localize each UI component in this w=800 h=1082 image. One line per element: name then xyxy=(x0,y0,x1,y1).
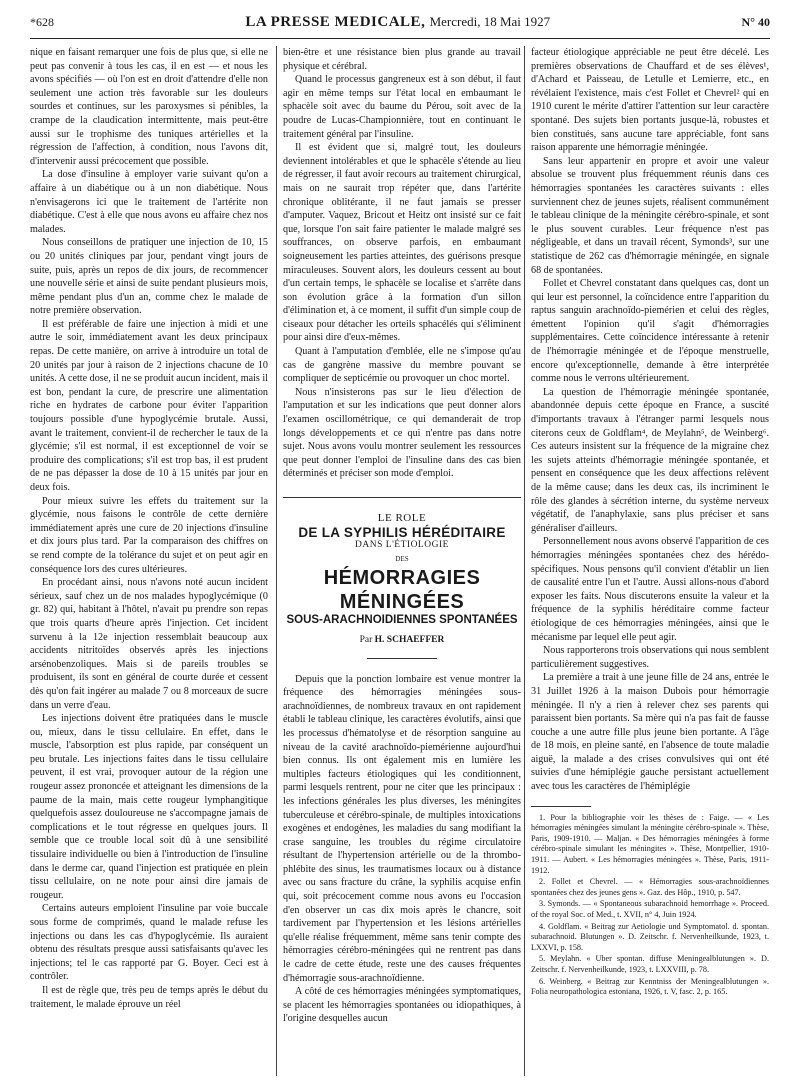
journal-name: LA PRESSE MEDICALE, xyxy=(245,14,426,30)
column-1 xyxy=(30,46,268,1072)
page-header xyxy=(30,14,770,36)
paragraph: Il est de règle que, très peu de temps après le début du traitement, le malade éprouve un réel xyxy=(30,984,268,1010)
footnote: 4. Goldflam. « Beitrag zur Aetiologie und Symptomatol. d. spontan. subarachnoid. Blutungen ». D. Zeitschr. f. Nervenheilkunde, 1923, t. LXXVI, p. 158. xyxy=(531,921,769,952)
paragraph: La dose d'insuline à employer varie suivant qu'on a affaire à un diabétique ou à un non diabétique. Nous n'envisagerons ici que le traitement de l'artérite non diabétique. C'est à elle que nous avons eu affaire chez nos malades. xyxy=(30,169,268,235)
paragraph: Pour mieux suivre les effets du traitement sur la glycémie, nous faisons le contrôle de cette dernière immédiatement après une cure de 20 injections d'insuline et dix jours plus tard. Par la comparaison des chiffres on se rend compte de la tolérance du sujet et on peut agir en conséquence lors des cures ultérieures. xyxy=(30,495,268,575)
column-separator xyxy=(524,46,525,1076)
paragraph: Quand le processus gangreneux est à son début, il faut agir en même temps sur l'état local en embaumant le sphacèle soit avec du baume du Pérou, soit avec de la poudre de Lucas-Championnière, tout en continuant le traitement général par l'insuline. xyxy=(283,74,521,140)
paragraph: Nous n'insisterons pas sur le lieu d'élection de l'amputation et sur les indications que peut donner alors l'examen oscillométrique, ce qui demanderait de trop longs développements et ce qui n'entre pas dans notre sujet. Nous avons voulu montrer seulement les ressources que peut donner l'emploi de l'insuline dans des cas bien déterminés et préciser son mode d'emploi. xyxy=(283,386,521,480)
article-subtitle: SOUS-ARACHNOIDIENNES SPONTANÉES xyxy=(286,614,518,627)
heading-line: DES xyxy=(395,554,409,563)
article-title: HÉMORRAGIES MÉNINGÉES xyxy=(323,567,481,614)
header-rule xyxy=(30,38,770,39)
footnote: 6. Weinberg. « Beitrag zur Kenntniss der Meningealblutungen ». Folia neuropathologica estoniana, 1926, t. V, fasc. 2, p. 165. xyxy=(531,976,769,997)
footnote: 5. Meylahn. « Uber spontan. diffuse Meningealblutungen ». D. Zeitschr. f. Nervenheilkunde, 1923, t. LXXVIII, p. 78. xyxy=(531,954,769,974)
paragraph: Follet et Chevrel constatant dans quelques cas, dont un qui leur est personnel, la coïncidence entre l'apparition du raptus sanguin arachnoïdo-piemérien et celui des règles, émettent l'opinion qu'il s'agit d'hémorragies supplémentaires. Cette coïncidence intéressante à retenir de l'hémorragie méningée et de l'époque menstruelle, encore qu'exceptionnelle, demande à être interprétée comme nous le verrons ultérieurement. xyxy=(531,278,769,385)
paragraph: nique en faisant remarquer une fois de plus que, si elle ne peut pas convenir à tous les cas, il en est — et nous les avons spécifiés — où l'on est en droit d'attendre d'elle non seulement une action très favorable sur les douleurs sourdes et continues, sur les paroxysmes si pénibles, la crampe de la claudication intermittente, mais peut-être aussi sur le trophisme des tuniques artérielles et la régression de l'affection, à condition, nous l'avons dit, d'intervenir aussi précocement que possible. xyxy=(30,47,268,167)
byline-prefix: Par xyxy=(359,634,373,645)
heading-rule xyxy=(367,658,437,659)
paragraph: Nous rapporterons trois observations qui nous semblent particulièrement suggestives. xyxy=(531,645,769,670)
heading-line: DANS L'ÉTIOLOGIE xyxy=(355,540,449,551)
byline xyxy=(283,634,521,648)
column-2 xyxy=(283,46,521,1072)
paragraph: La première a trait à une jeune fille de 24 ans, entrée le 31 Juillet 1926 à la maison Dubois pour hémorragie méningée. Il n'y a rien à relever chez ses parents qui paraissent bien portants. Sa mère qui n'a pas fait de fausse couche a une autre fille plus jeune bien portante. A l'âge de 18 mois, en pleine santé, en l'absence de toute maladie aiguë, la malade a des crises convulsives qui ont été suivies d'une hémiplégie gauche persistant actuellement avec tous les caractères de l'hémiplégie xyxy=(531,672,769,793)
journal-title xyxy=(245,14,550,31)
paragraph: bien-être et une résistance bien plus grande au travail physique et cérébral. xyxy=(283,47,521,72)
footnote-rule xyxy=(531,806,591,807)
issue-number: N° 40 xyxy=(741,15,770,29)
footnotes xyxy=(531,813,769,998)
heading-line: LE ROLE xyxy=(377,512,427,524)
paragraph: En procédant ainsi, nous n'avons noté aucun incident sérieux, sauf chez un de nos malades hypoglycémique (0 gr. 82) qui, habitant à l'hôtel, n'avait pu prendre son repas que trois quarts d'heure après l'injection. Cet incident survenu à la 12e injection ressemblait beaucoup aux accidents nitritoïdes observés après les injections arsénobenzoliques. Mais si de pareils troubles se produisent, ils sont en général de courte durée et cessent dès qu'on fait ingérer au malade 7 ou 8 morceaux de sucre dans un verre d'eau. xyxy=(30,577,268,711)
paragraph: Les injections doivent être pratiquées dans le muscle ou, mieux, dans le tissu cellulaire. En effet, dans le muscle, l'absorption est plus rapide, par conséquent un peu brutale. Les injections faites dans le tissu cellulaire peuvent, il est vrai, provoquer autour de la région une rougeur assez prononcée et atteignant les dimensions de la paume de la main, mais cette rougeur lymphangitique quelquefois assez douloureuse ne s'accompagne jamais de complications et le tout régresse en quelques jours. Il semble que ce trouble local soit dû à une sensibilité tissulaire individuelle ou bien à l'introduction de l'insuline dans le derme car, quand l'injection est pratiquée en plein tissu cellulaire, on ne note pour ainsi dire jamais de rougeur. xyxy=(30,713,268,901)
paragraph: La question de l'hémorragie méningée spontanée, abandonnée depuis cette époque en France, a suscité d'importants travaux à l'étranger parmi lesquels nous citerons ceux de Goldflam⁴, de Meylahn⁵, de Weinberg⁶. Ces auteurs insistent sur la fréquence de la migraine chez les sujets atteints d'hémorragie méningée spontanée, et pensent en conséquence que les deux affections relèvent de la même cause; dans les deux cas, ils incriminent le rôle des glandes à sécrétion interne, du système nerveux végétatif, de l'anaphylaxie, sans plus préciser et sans généraliser d'ailleurs. xyxy=(531,386,769,534)
paragraph: Nous conseillons de pratiquer une injection de 10, 15 ou 20 unités cliniques par jour, pendant vingt jours de suite, puis, après un repos de dix jours, de recommencer une nouvelle série et ainsi de suite pendant plusieurs mois, même pendant plus d'un an, comme chez le malade de notre première observation. xyxy=(30,237,268,317)
issue-date: Mercredi, 18 Mai 1927 xyxy=(429,14,551,29)
paragraph: Personnellement nous avons observé l'apparition de ces hémorragies méningées spontanées chez des hérédo-spécifiques. Nous pensons qu'il convient d'établir un lien de causalité entre l'un et l'autre. Aussi allons-nous d'abord exposer les faits. Nous discuterons ensuite la valeur et la fréquence de la syphilis héréditaire comme facteur étiologique de ces hémorragies méningées, ainsi que le mécanisme par lequel elle peut agir. xyxy=(531,536,769,643)
column-3 xyxy=(531,46,769,1072)
paragraph: Depuis que la ponction lombaire est venue montrer la fréquence des hémorragies méningées sous-arachnoïdiennes, de nombreux travaux en ont rapidement établi le tableau clinique, les caractères évolutifs, ainsi que les processus d'hématolyse et de résorption sanguine au niveau de la cavité arachnoïdo-piemérienne aujourd'hui bien connus. Ils ont également mis en lumière les multiples facteurs étiologiques qui les conditionnent, parmi lesquels rentrent, pour ne citer que les principaux : les infections générales les plus diverses, les méningites tuberculeuse et cérébro-spinale, de multiples intoxications exogènes et endogènes, les maladies du sang modifiant la crase sanguine, les troubles du régime circulatoire résultant de l'hypertension artérielle ou de la thrombo-phlébite des sinus, les traumatismes locaux ou à distance avec ou sans fracture du crâne, la syphilis acquise enfin qui, soit précocement comme nous avons eu l'occasion d'en observer un cas dix mois après le chancre, soit tardivement par l'hypertension et les lésions artérielles qu'elle réalise fréquemment, même sans tenir compte des hémorragies cérébro-méningées qui ne rentrent pas dans le cadre de cette étude, reste une des causes fréquentes d'hémorragie sous-arachnoïdienne. xyxy=(283,673,521,984)
paragraph: Certains auteurs emploient l'insuline par voie buccale sous forme de comprimés, quand le malade refuse les injections ou dans les cas d'hypoglycémie. Ils auraient obtenu des résultats presque aussi satisfaisants qu'avec les injections; tel le cas rapporté par G. Boyer. Ceci est à contrôler. xyxy=(30,903,268,983)
paragraph: A côté de ces hémorragies méningées symptomatiques, se placent les hémorragies spontanées ou idiopathiques, à l'origine desquelles aucun xyxy=(283,986,521,1025)
author-name: H. SCHAEFFER xyxy=(374,634,445,645)
paragraph: Il est préférable de faire une injection à midi et une autre le soir, immédiatement avant les deux principaux repas. De cette manière, on arrive à introduire un total de 20 unités par jour à raison de 2 injections chacune de 10 unités. A cette dose, il ne se produit aucun incident, mais il est bon, pendant la cure, de prescrire une alimentation riche en hydrates de carbone pour éviter l'apparition toujours possible d'une hypoglycémie brutale. Aussi, avant le traitement, convient-il de rechercher le taux de la glycémie; s'il est normal, il est exceptionnel de voir se produire des complications; s'il est trop bas, il est prudent de ne pas dépasser la dose de 10 à 15 unités par jour en deux fois. xyxy=(30,318,268,493)
heading-line: DE LA SYPHILIS HÉRÉDITAIRE xyxy=(298,524,506,540)
paragraph: Quant à l'amputation d'emblée, elle ne s'impose qu'au cas de gangrène massive du membre pouvant se compliquer de septicémie ou provoquer un choc mortel. xyxy=(283,346,521,385)
paragraph: facteur étiologique appréciable ne peut être décelé. Les premières observations de Chauffard et de ses élèves¹, d'Achard et Paisseau, de Letulle et Lemierre, etc., en révélaient l'existence, mais c'est Follet et Chevrel² qui en 1910 curent le mérite d'attirer l'attention sur leur caractère spontané. Des sujets bien portants jusque-là, robustes et bien constitués, sans aucune tare appréciable, font sans raison apparente une hémorragie méningée. xyxy=(531,47,769,154)
article-heading xyxy=(283,497,521,659)
column-separator xyxy=(276,46,277,1076)
footnote: 2. Follet et Chevrel. — « Hémorragies sous-arachnoïdiennes spontanées chez des jeunes gens ». Gaz. des Hôp., 1910, p. 547. xyxy=(531,877,769,897)
page-number: *628 xyxy=(30,15,54,29)
footnote: 1. Pour la bibliographie voir les thèses de : Faige. — « Les hémorragies méningées simulant la méningite cérébro-spinale ». Thèse, Paris, 1909-1910. — Maljan. « Des hémorragies méningées à forme cérébro-spinale simulant les méningites ». Thèse, Montpellier, 1910-1911. — Aubert. « Les hémorragies méningées ». Thèse, Paris, 1911-1912. xyxy=(531,812,769,875)
paragraph: Il est évident que si, malgré tout, les douleurs deviennent intolérables et que le sphacèle s'étende au lieu de régresser, il faut avoir recours au traitement chirurgical, mais on ne saurait trop répéter que, dans l'artérite chronique oblitérante, il ne faut jamais se presser d'amputer. Vaquez, Bricout et Heitz ont insisté sur ce fait que, lorsque l'on sait faire patienter le malade malgré ses souffrances, on observe parfois, en embaumant soigneusement les parties atteintes, des guérisons presque miraculeuses. Souvent alors, les douleurs cessent au bout d'un certain temps, le sphacèle se localise et s'arrête dans son évolution grâce à la formation d'un sillon d'élimination et, à ce moment, il suffit d'un simple coup de ciseaux pour détacher les orteils sphacélés qui s'éliminent pour ainsi dire d'eux-mêmes. xyxy=(283,142,521,344)
footnote: 3. Symonds. — « Spontaneous subarachnoid hemorrhage ». Proceed. of the royal Soc. of Med., t. XVII, n° 4, Juin 1924. xyxy=(531,899,769,919)
paragraph: Sans leur appartenir en propre et avoir une valeur absolue se trouvent plus fréquemment réunis dans ces hémorragies spontanées les caractères suivants : elles surviennent chez de jeunes sujets, réalisent communément le tableau clinique de la méningite cérébro-spinale, et sont le plus souvent curables. Leur fréquence n'est pas négligeable, et dans un travail récent, Symonds³, sur une statistique de 262 cas d'hémorragie méningée, en signale 68 de spontanées. xyxy=(531,155,769,276)
